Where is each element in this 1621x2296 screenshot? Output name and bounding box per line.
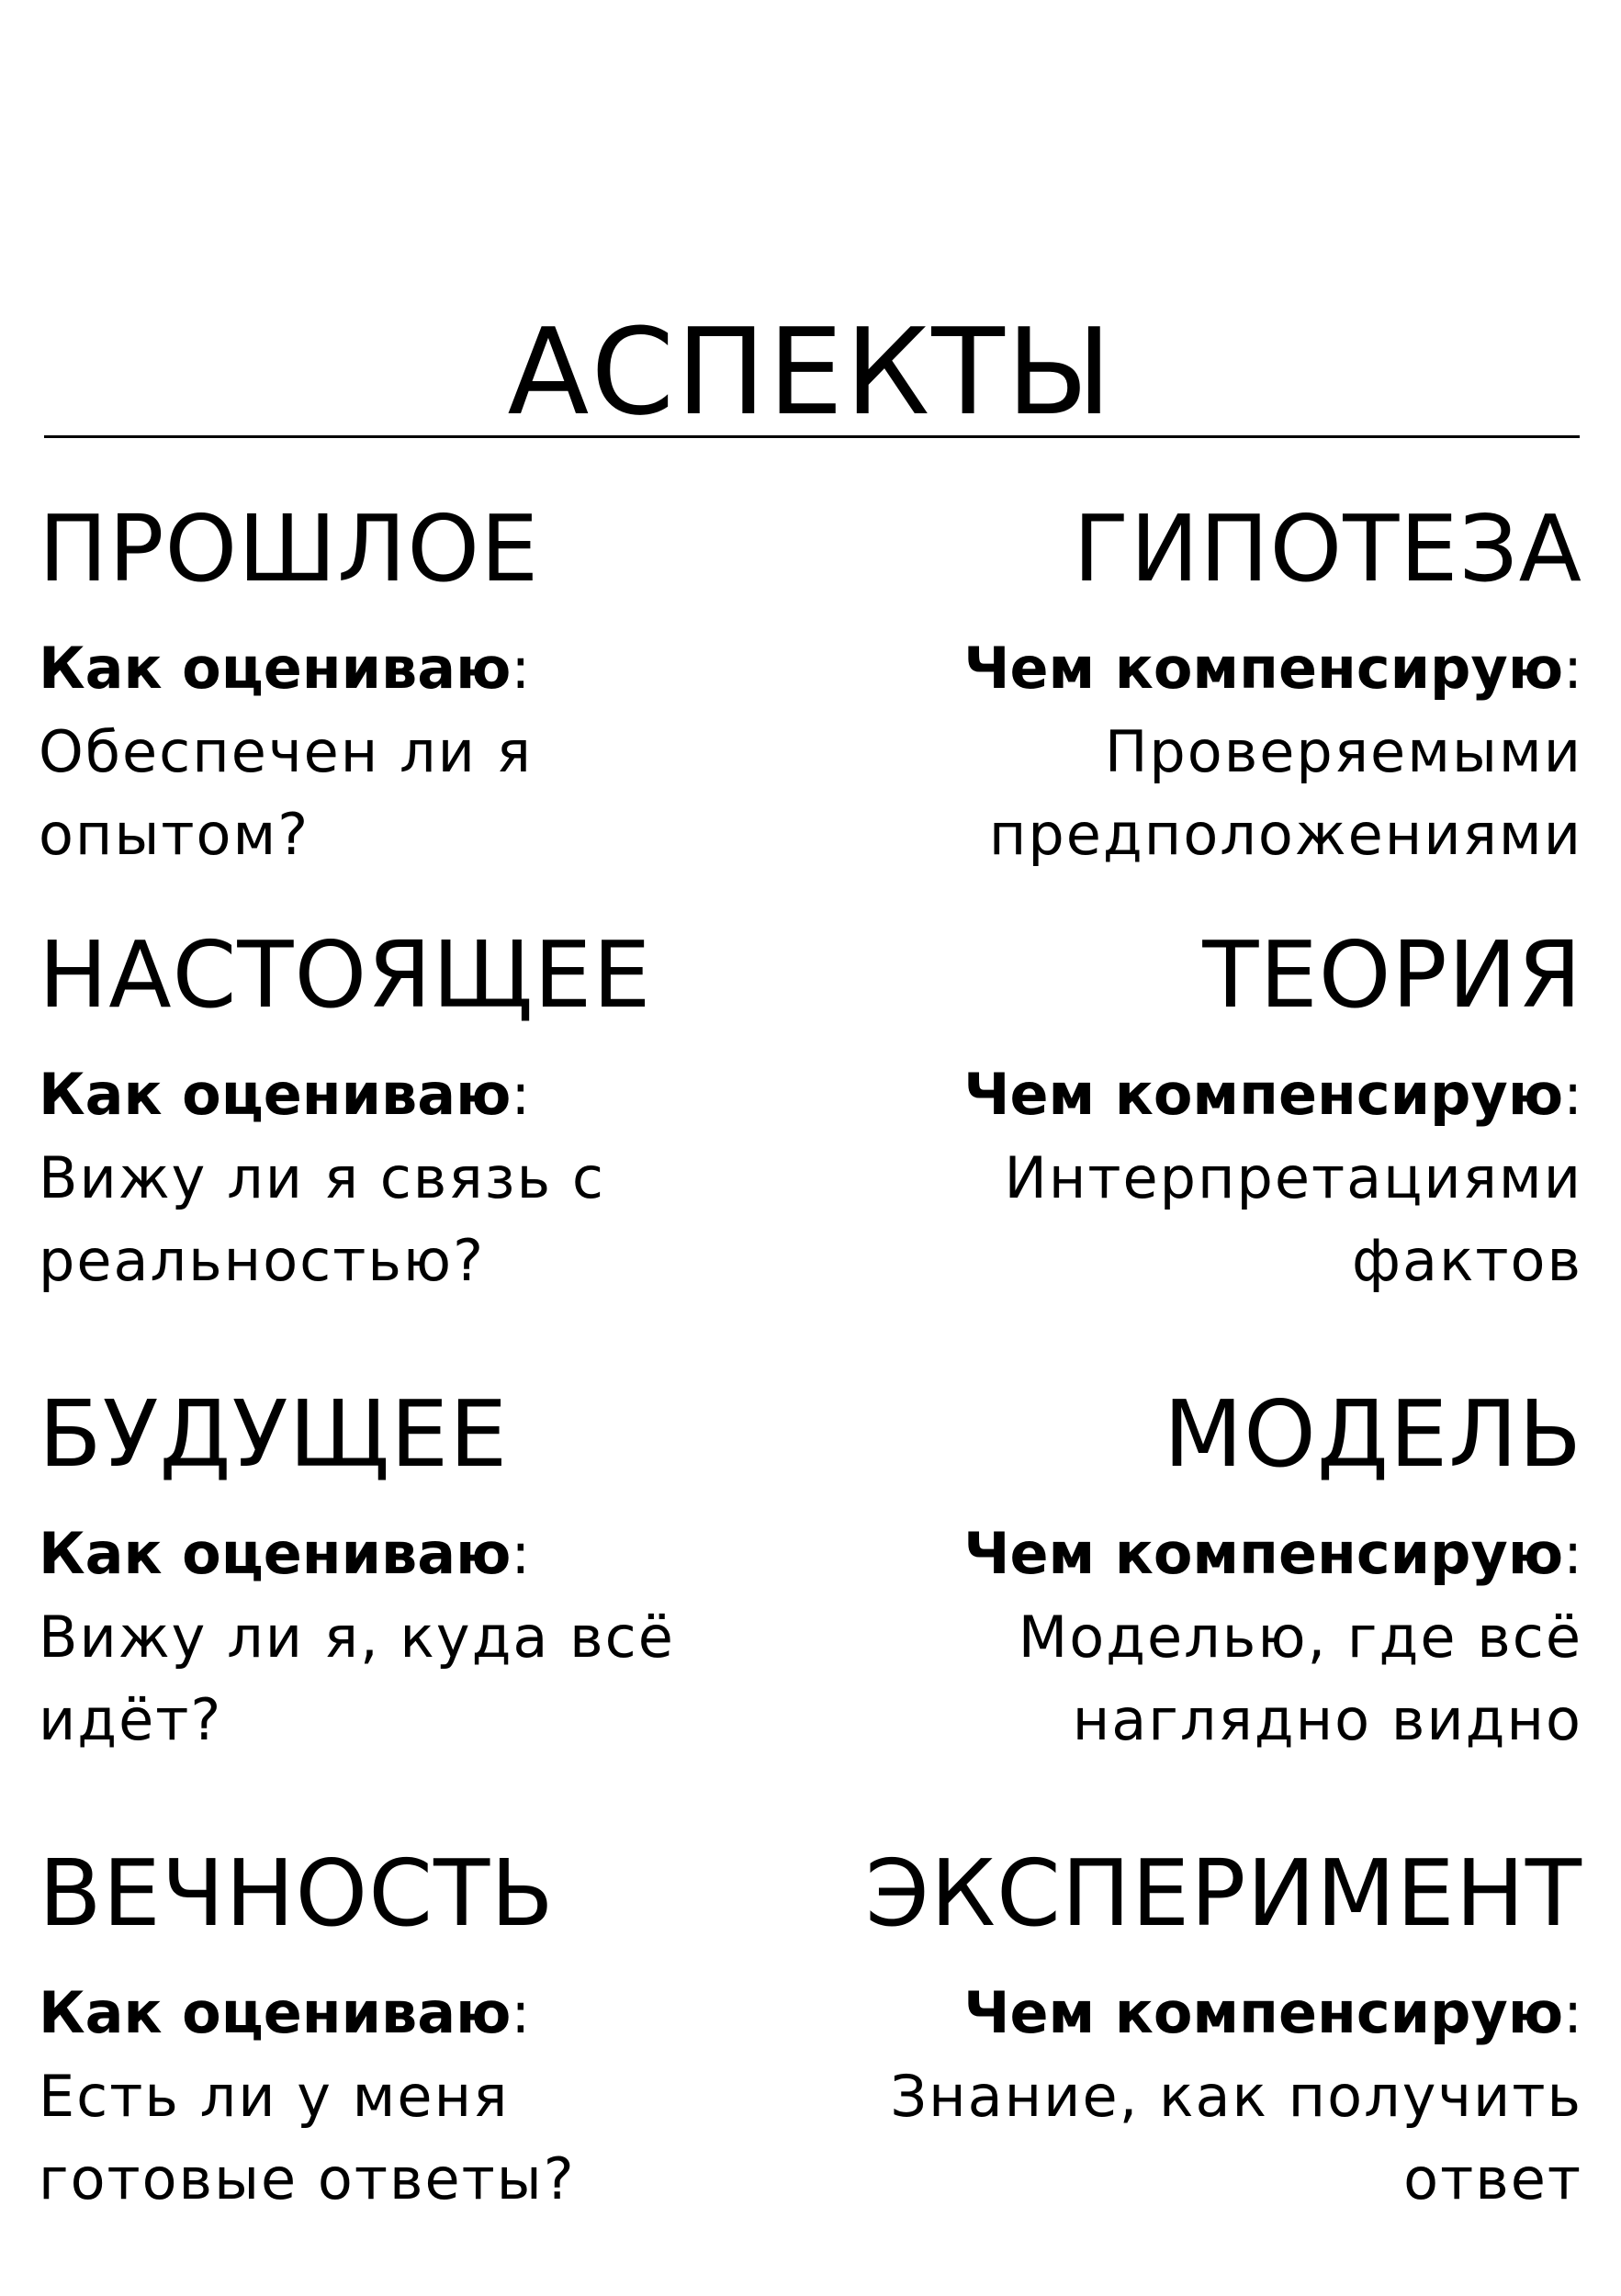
aspect-future (39, 1380, 810, 1761)
compensation-heading: ЭКСПЕРИМЕНТ (865, 1840, 1582, 1947)
aspect-heading: НАСТОЯЩЕЕ (39, 921, 652, 1029)
prompt-label: Как оцениваю (39, 1520, 512, 1587)
compensation-answer-line: наглядно видно (1072, 1686, 1582, 1753)
prompt-label: Чем компенсирую (963, 1520, 1564, 1587)
compensation-prompt (811, 1512, 1582, 1596)
compensation-answer-line: Моделью, где всё (1018, 1604, 1582, 1671)
compensation-prompt (811, 626, 1582, 711)
aspect-answer-line: Есть ли у меня (39, 2063, 510, 2130)
compensation-hypothesis (811, 495, 1582, 876)
prompt-label: Как оцениваю (39, 1061, 512, 1128)
aspect-answer-line: Вижу ли я связь с (39, 1144, 605, 1211)
aspect-eternity (39, 1840, 810, 2221)
aspect-heading: ПРОШЛОЕ (39, 495, 540, 602)
aspect-heading: БУДУЩЕЕ (39, 1380, 509, 1488)
aspect-prompt (39, 626, 810, 711)
compensation-answer-line: Знание, как получить (890, 2063, 1582, 2130)
prompt-label: Как оцениваю (39, 1979, 512, 2046)
compensation-answer-line: фактов (1351, 1227, 1582, 1294)
compensation-answer-line: Проверяемыми (1104, 718, 1582, 785)
compensation-heading: МОДЕЛЬ (1163, 1380, 1582, 1488)
prompt-colon: : (1563, 1061, 1582, 1128)
aspect-past (39, 495, 810, 876)
prompt-label: Как оцениваю (39, 635, 512, 702)
aspect-answer-line: Обеспечен ли я (39, 718, 533, 785)
compensation-theory (811, 921, 1582, 1302)
aspect-answer-line: идёт? (39, 1686, 223, 1753)
aspect-answer-line: Вижу ли я, куда всё (39, 1604, 675, 1671)
prompt-label: Чем компенсирую (963, 1979, 1564, 2046)
prompt-colon: : (511, 1520, 531, 1587)
compensation-model (811, 1380, 1582, 1761)
aspect-answer-line: опытом? (39, 801, 310, 868)
compensation-answer-line: ответ (1403, 2145, 1582, 2212)
aspect-heading: ВЕЧНОСТЬ (39, 1840, 555, 1947)
prompt-colon: : (1563, 1979, 1582, 2046)
compensation-prompt (811, 1052, 1582, 1137)
aspect-answer-line: готовые ответы? (39, 2145, 576, 2212)
aspect-prompt (39, 1512, 810, 1596)
compensation-heading: ТЕОРИЯ (1202, 921, 1582, 1029)
compensation-answer-line: Интерпретациями (1004, 1144, 1582, 1211)
aspect-prompt (39, 1052, 810, 1137)
prompt-colon: : (511, 635, 531, 702)
compensation-heading: ГИПОТЕЗА (1073, 495, 1582, 602)
aspect-answer-line: реальностью? (39, 1227, 485, 1294)
title-divider (44, 435, 1580, 438)
prompt-colon: : (1563, 1520, 1582, 1587)
prompt-colon: : (511, 1979, 531, 2046)
aspect-prompt (39, 1971, 810, 2055)
page-title: АСПЕКТЫ (507, 302, 1114, 442)
prompt-label: Чем компенсирую (963, 1061, 1564, 1128)
aspect-present (39, 921, 810, 1302)
compensation-answer-line: предположениями (988, 801, 1582, 868)
compensation-experiment (811, 1840, 1582, 2221)
prompt-colon: : (511, 1061, 531, 1128)
prompt-label: Чем компенсирую (963, 635, 1564, 702)
compensation-prompt (811, 1971, 1582, 2055)
prompt-colon: : (1563, 635, 1582, 702)
